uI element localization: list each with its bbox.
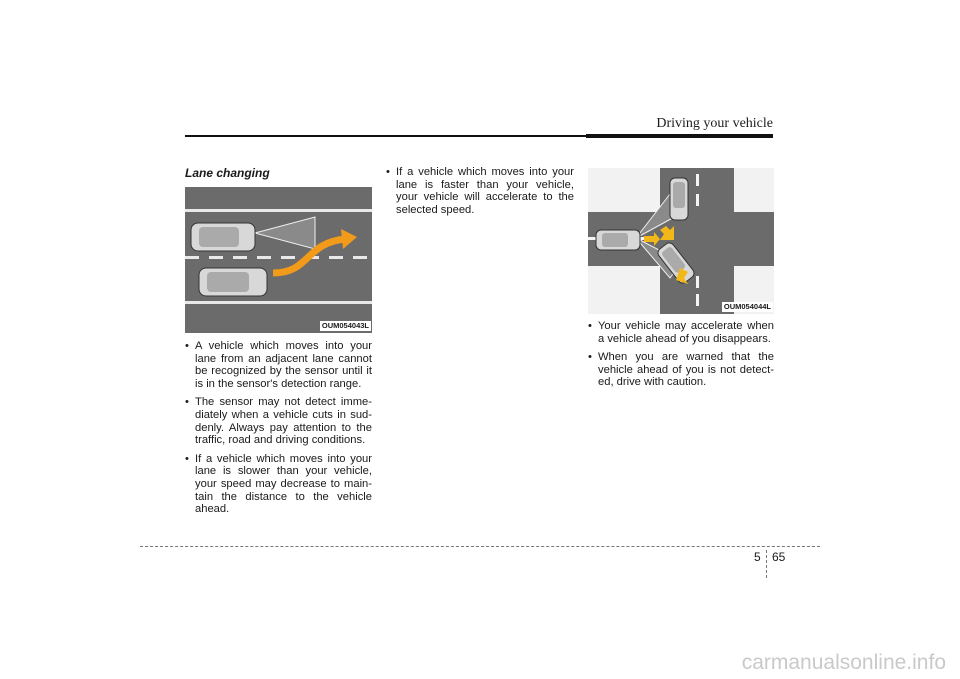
adjacent-vehicle bbox=[199, 268, 267, 296]
running-header-title: Driving your vehicle bbox=[656, 116, 773, 131]
header-rule-accent bbox=[586, 134, 773, 138]
own-vehicle bbox=[191, 223, 255, 251]
figure-code: OUM054044L bbox=[723, 302, 771, 311]
column-1-bullets bbox=[185, 340, 372, 522]
chapter-number: 5 bbox=[754, 550, 761, 564]
list-item: • When you are warned that the vehicle ahead of you is not detect-ed, drive with caution. bbox=[588, 351, 774, 389]
list-item: • A vehicle which moves into your lane from an adjacent lane cannot be recognized by the sensor until it is in the sensor's detection range. bbox=[185, 340, 372, 390]
footer-rule bbox=[140, 546, 820, 547]
lane-change-figure bbox=[185, 187, 372, 333]
list-item: • If a vehicle which moves into your lane is faster than your vehicle, your vehicle will accelerate to the selected speed. bbox=[386, 166, 574, 216]
vehicle-ahead-top bbox=[670, 178, 688, 220]
column-2-bullets bbox=[386, 166, 574, 222]
page-number: 65 bbox=[772, 550, 786, 564]
vehicle-disappears-figure bbox=[588, 168, 774, 314]
lane-change-illustration bbox=[185, 187, 372, 333]
list-item: • Your vehicle may accelerate when a vehicle ahead of you disappears. bbox=[588, 320, 774, 345]
page-number-separator bbox=[766, 550, 767, 578]
figure-code: OUM054043L bbox=[321, 321, 369, 330]
intersection-illustration bbox=[588, 168, 774, 314]
list-item: • If a vehicle which moves into your lane is slower than your vehicle, your speed may decrease to main-tain the distance to the vehicle ahead. bbox=[185, 453, 372, 516]
list-item: • The sensor may not detect imme-diately when a vehicle cuts in sud-denly. Always pay attention to the traffic, road and driving conditions. bbox=[185, 396, 372, 446]
own-vehicle bbox=[596, 230, 640, 250]
column-3-bullets bbox=[588, 320, 774, 395]
watermark: carmanualsonline.info bbox=[741, 651, 946, 674]
section-heading: Lane changing bbox=[185, 166, 270, 180]
